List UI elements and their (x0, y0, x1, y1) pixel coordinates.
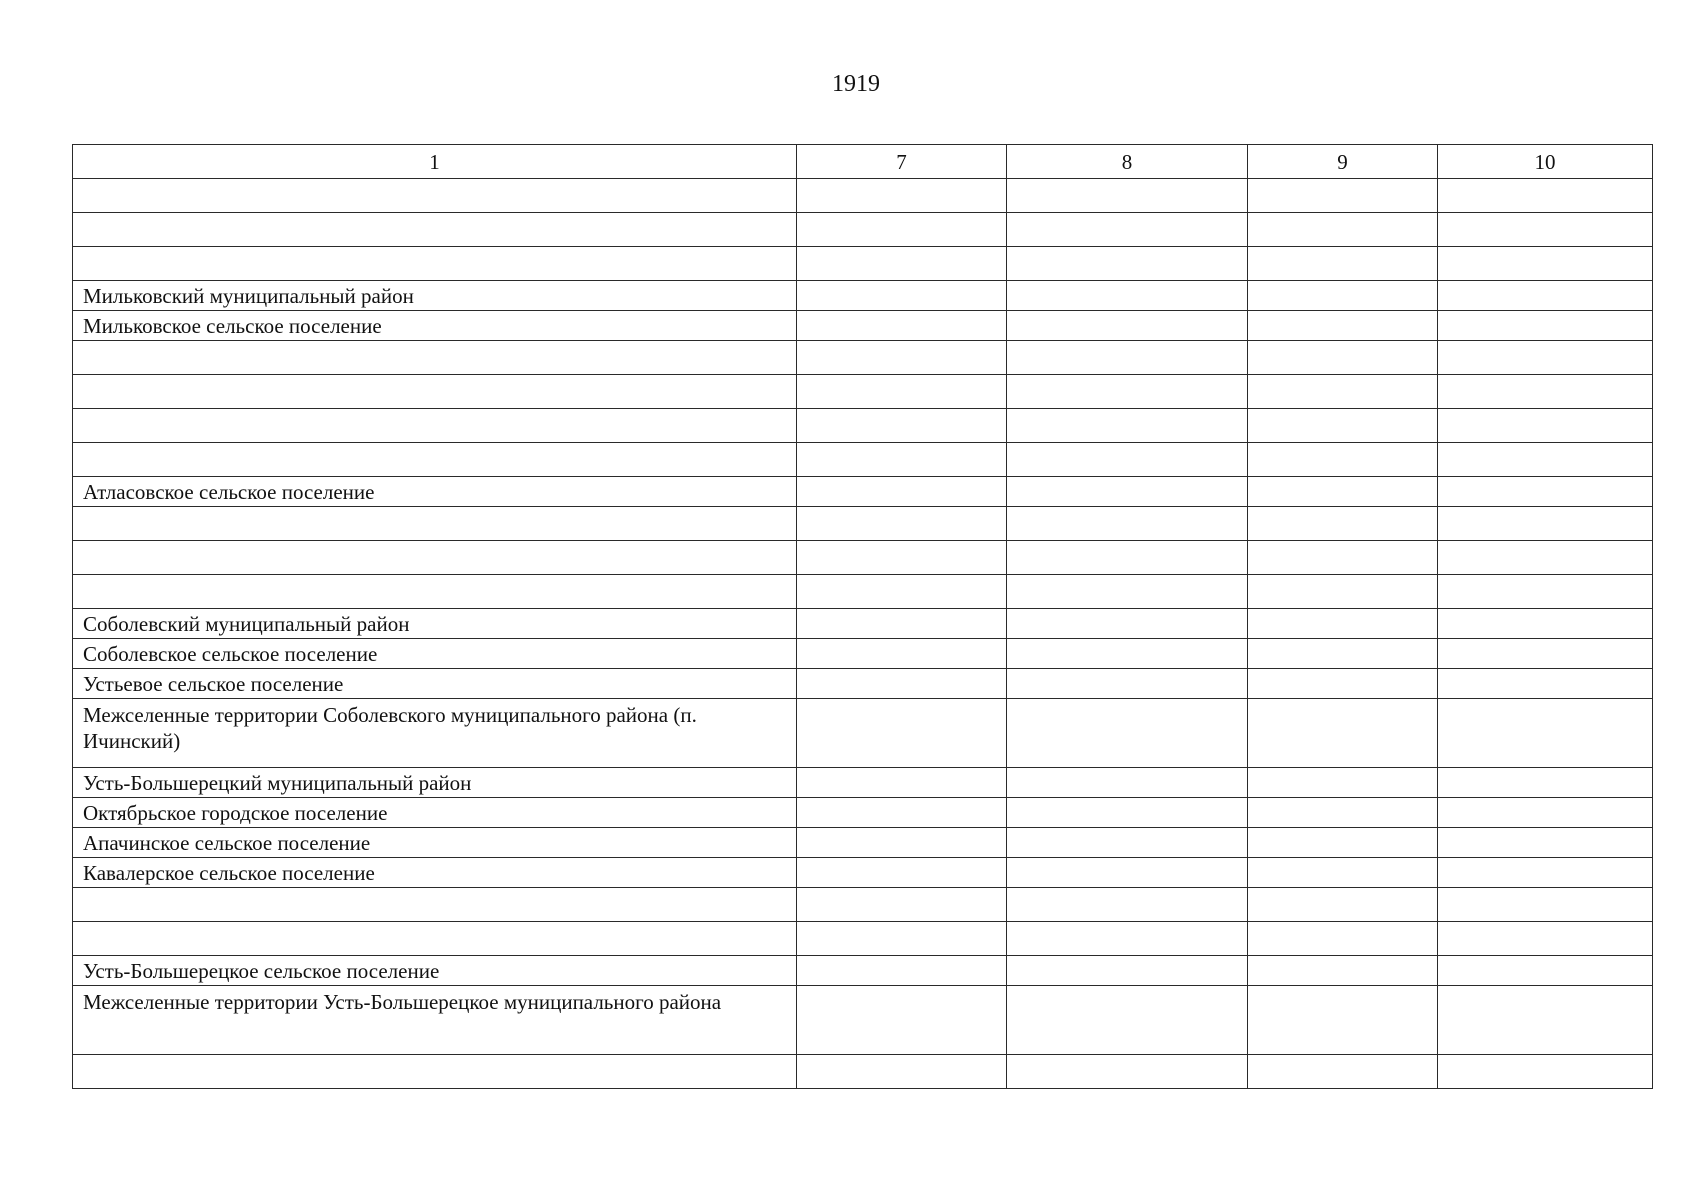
value-cell-col-10 (1438, 375, 1653, 409)
territory-name-cell: Соболевский муниципальный район (73, 609, 797, 639)
table-row (73, 541, 1653, 575)
value-cell-col-8 (1007, 541, 1248, 575)
table-row (73, 858, 1653, 888)
territory-name-cell: Усть-Большерецкое сельское поселение (73, 956, 797, 986)
territory-name-cell: Мильковский муниципальный район (73, 281, 797, 311)
value-cell-col-9 (1248, 798, 1438, 828)
value-cell-col-7 (797, 828, 1007, 858)
value-cell-col-8 (1007, 311, 1248, 341)
header-row (73, 145, 1653, 179)
territory-name-cell: Мильковское сельское поселение (73, 311, 797, 341)
value-cell-col-8 (1007, 213, 1248, 247)
value-cell-col-10 (1438, 281, 1653, 311)
value-cell-col-10 (1438, 609, 1653, 639)
value-cell-col-8 (1007, 443, 1248, 477)
table-row (73, 341, 1653, 375)
territory-name-cell: Межселенные территории Усть-Большерецкое муниципального района (73, 986, 797, 1055)
value-cell-col-7 (797, 443, 1007, 477)
value-cell-col-7 (797, 798, 1007, 828)
value-cell-col-8 (1007, 699, 1248, 768)
header-cell-col-10: 10 (1438, 145, 1653, 179)
value-cell-col-7 (797, 341, 1007, 375)
value-cell-col-10 (1438, 247, 1653, 281)
data-table (72, 144, 1653, 1089)
value-cell-col-9 (1248, 443, 1438, 477)
territory-name-cell (73, 507, 797, 541)
value-cell-col-8 (1007, 409, 1248, 443)
value-cell-col-10 (1438, 768, 1653, 798)
value-cell-col-8 (1007, 922, 1248, 956)
value-cell-col-10 (1438, 699, 1653, 768)
value-cell-col-7 (797, 699, 1007, 768)
value-cell-col-9 (1248, 986, 1438, 1055)
value-cell-col-9 (1248, 858, 1438, 888)
table-row (73, 247, 1653, 281)
value-cell-col-10 (1438, 888, 1653, 922)
value-cell-col-10 (1438, 956, 1653, 986)
value-cell-col-9 (1248, 768, 1438, 798)
territory-name-cell (73, 409, 797, 443)
table-row (73, 507, 1653, 541)
value-cell-col-8 (1007, 341, 1248, 375)
table-row (73, 443, 1653, 477)
value-cell-col-9 (1248, 575, 1438, 609)
value-cell-col-7 (797, 541, 1007, 575)
value-cell-col-7 (797, 213, 1007, 247)
value-cell-col-9 (1248, 341, 1438, 375)
territory-name-cell (73, 575, 797, 609)
value-cell-col-10 (1438, 213, 1653, 247)
table-row (73, 768, 1653, 798)
value-cell-col-9 (1248, 888, 1438, 922)
table-row (73, 179, 1653, 213)
table-row (73, 699, 1653, 768)
value-cell-col-7 (797, 507, 1007, 541)
territory-name-cell: Кавалерское сельское поселение (73, 858, 797, 888)
value-cell-col-7 (797, 477, 1007, 507)
value-cell-col-10 (1438, 1055, 1653, 1089)
territory-name-cell (73, 213, 797, 247)
value-cell-col-9 (1248, 669, 1438, 699)
header-cell-col-9: 9 (1248, 145, 1438, 179)
value-cell-col-7 (797, 669, 1007, 699)
territory-name-cell: Соболевское сельское поселение (73, 639, 797, 669)
table-row (73, 922, 1653, 956)
table-row (73, 213, 1653, 247)
territory-name-cell (73, 541, 797, 575)
value-cell-col-9 (1248, 1055, 1438, 1089)
table-row (73, 1055, 1653, 1089)
table-row (73, 986, 1653, 1055)
territory-name-cell (73, 922, 797, 956)
value-cell-col-7 (797, 409, 1007, 443)
table-row (73, 409, 1653, 443)
value-cell-col-10 (1438, 858, 1653, 888)
value-cell-col-9 (1248, 956, 1438, 986)
value-cell-col-9 (1248, 477, 1438, 507)
value-cell-col-8 (1007, 507, 1248, 541)
value-cell-col-7 (797, 179, 1007, 213)
territory-name-cell (73, 888, 797, 922)
value-cell-col-8 (1007, 888, 1248, 922)
value-cell-col-8 (1007, 575, 1248, 609)
value-cell-col-10 (1438, 575, 1653, 609)
value-cell-col-8 (1007, 956, 1248, 986)
value-cell-col-7 (797, 639, 1007, 669)
territory-name-cell: Межселенные территории Соболевского муниципального района (п. Ичинский) (73, 699, 797, 768)
value-cell-col-7 (797, 575, 1007, 609)
value-cell-col-9 (1248, 409, 1438, 443)
value-cell-col-9 (1248, 922, 1438, 956)
value-cell-col-10 (1438, 311, 1653, 341)
value-cell-col-7 (797, 1055, 1007, 1089)
value-cell-col-8 (1007, 247, 1248, 281)
territory-name-cell: Атласовское сельское поселение (73, 477, 797, 507)
territory-name-cell (73, 443, 797, 477)
value-cell-col-10 (1438, 798, 1653, 828)
value-cell-col-9 (1248, 541, 1438, 575)
value-cell-col-9 (1248, 828, 1438, 858)
territory-name-cell (73, 341, 797, 375)
value-cell-col-8 (1007, 1055, 1248, 1089)
value-cell-col-7 (797, 247, 1007, 281)
value-cell-col-9 (1248, 179, 1438, 213)
value-cell-col-9 (1248, 609, 1438, 639)
page-number: 1919 (832, 71, 880, 97)
value-cell-col-7 (797, 858, 1007, 888)
table-row (73, 639, 1653, 669)
table-row (73, 798, 1653, 828)
table-row (73, 375, 1653, 409)
value-cell-col-8 (1007, 179, 1248, 213)
header-cell-col-8: 8 (1007, 145, 1248, 179)
value-cell-col-10 (1438, 922, 1653, 956)
table-row (73, 575, 1653, 609)
header-cell-col-7: 7 (797, 145, 1007, 179)
value-cell-col-10 (1438, 986, 1653, 1055)
value-cell-col-7 (797, 609, 1007, 639)
value-cell-col-7 (797, 375, 1007, 409)
value-cell-col-8 (1007, 669, 1248, 699)
value-cell-col-10 (1438, 507, 1653, 541)
value-cell-col-9 (1248, 699, 1438, 768)
value-cell-col-10 (1438, 443, 1653, 477)
value-cell-col-7 (797, 956, 1007, 986)
table-row (73, 888, 1653, 922)
value-cell-col-10 (1438, 541, 1653, 575)
value-cell-col-10 (1438, 179, 1653, 213)
value-cell-col-7 (797, 768, 1007, 798)
value-cell-col-7 (797, 888, 1007, 922)
territory-name-cell: Устьевое сельское поселение (73, 669, 797, 699)
value-cell-col-8 (1007, 858, 1248, 888)
value-cell-col-7 (797, 922, 1007, 956)
value-cell-col-8 (1007, 639, 1248, 669)
value-cell-col-9 (1248, 281, 1438, 311)
value-cell-col-10 (1438, 477, 1653, 507)
value-cell-col-8 (1007, 281, 1248, 311)
value-cell-col-10 (1438, 669, 1653, 699)
value-cell-col-7 (797, 986, 1007, 1055)
value-cell-col-8 (1007, 609, 1248, 639)
table-row (73, 609, 1653, 639)
value-cell-col-9 (1248, 311, 1438, 341)
value-cell-col-7 (797, 281, 1007, 311)
table-row (73, 311, 1653, 341)
value-cell-col-10 (1438, 828, 1653, 858)
value-cell-col-8 (1007, 986, 1248, 1055)
value-cell-col-10 (1438, 639, 1653, 669)
territory-name-cell (73, 375, 797, 409)
territory-name-cell (73, 179, 797, 213)
value-cell-col-8 (1007, 798, 1248, 828)
value-cell-col-9 (1248, 375, 1438, 409)
value-cell-col-9 (1248, 507, 1438, 541)
table-row (73, 828, 1653, 858)
value-cell-col-8 (1007, 768, 1248, 798)
territory-name-cell (73, 1055, 797, 1089)
value-cell-col-9 (1248, 639, 1438, 669)
territory-name-cell: Апачинское сельское поселение (73, 828, 797, 858)
header-cell-col-1: 1 (73, 145, 797, 179)
value-cell-col-8 (1007, 828, 1248, 858)
value-cell-col-7 (797, 311, 1007, 341)
table-row (73, 477, 1653, 507)
table-row (73, 669, 1653, 699)
territory-name-cell: Усть-Большерецкий муниципальный район (73, 768, 797, 798)
table-row (73, 956, 1653, 986)
territory-name-cell: Октябрьское городское поселение (73, 798, 797, 828)
table-row (73, 281, 1653, 311)
value-cell-col-8 (1007, 477, 1248, 507)
value-cell-col-8 (1007, 375, 1248, 409)
territory-name-cell (73, 247, 797, 281)
value-cell-col-9 (1248, 247, 1438, 281)
value-cell-col-10 (1438, 409, 1653, 443)
value-cell-col-10 (1438, 341, 1653, 375)
value-cell-col-9 (1248, 213, 1438, 247)
